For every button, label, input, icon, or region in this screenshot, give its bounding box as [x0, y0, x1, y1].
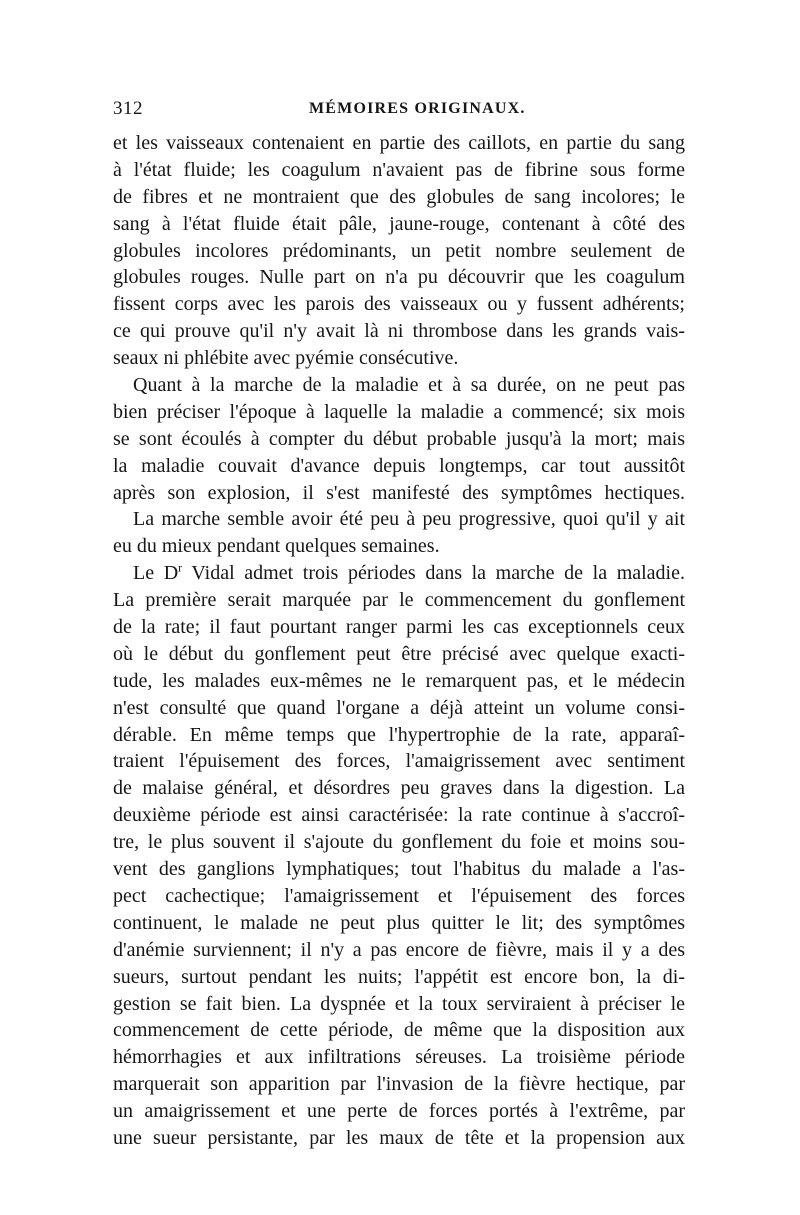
text-line: commencement de cette période, de même que la disposition aux: [113, 1019, 685, 1042]
text-line: la maladie couvait d'avance depuis longtemps, car tout aussitôt: [113, 454, 685, 477]
text-line: sang à l'état fluide était pâle, jaune-rouge, contenant à côté des: [113, 212, 685, 235]
text-segment: Vidal admet trois périodes dans la marche de la maladie.: [182, 562, 685, 585]
text-line: Quant à la marche de la maladie et à sa durée, on ne peut pas: [133, 374, 685, 397]
text-line: La marche semble avoir été peu à peu progressive, quoi qu'il y ait: [133, 508, 685, 531]
text-line: continuent, le malade ne peut plus quitter le lit; des symptômes: [113, 911, 685, 934]
text-line: traient l'épuisement des forces, l'amaigrissement avec sentiment: [113, 750, 685, 773]
text-line: globules rouges. Nulle part on n'a pu découvrir que les coagulum: [113, 266, 685, 289]
text-line: gestion se fait bien. La dyspnée et la toux serviraient à préciser le: [113, 992, 685, 1015]
text-line: un amaigrissement et une perte de forces portés à l'extrême, par: [113, 1100, 685, 1123]
page-number: 312: [113, 98, 143, 119]
text-line: de malaise général, et désordres peu graves dans la digestion. La: [113, 777, 685, 800]
text-line: [113, 560, 685, 587]
text-line: où le début du gonflement peut être précisé avec quelque exacti-: [113, 642, 685, 665]
text-line: tude, les malades eux-mêmes ne le remarquent pas, et le médecin: [113, 669, 685, 692]
text-line: dérable. En même temps que l'hypertrophie de la rate, apparaî-: [113, 723, 685, 746]
text-line: globules incolores prédominants, un petit nombre seulement de: [113, 239, 685, 262]
text-line: se sont écoulés à compter du début probable jusqu'à la mort; mais: [113, 427, 685, 450]
text-line: deuxième période est ainsi caractérisée: la rate continue à s'accroî-: [113, 804, 685, 827]
text-line: seaux ni phlébite avec pyémie consécutive.: [113, 347, 459, 370]
running-title: MÉMOIRES ORIGINAUX.: [309, 100, 526, 117]
text-line: et les vaisseaux contenaient en partie des caillots, en partie du sang: [113, 132, 685, 154]
text-line: hémorrhagies et aux infiltrations séreuses. La troisième période: [113, 1046, 685, 1069]
text-line: La première serait marquée par le commencement du gonflement: [113, 589, 685, 612]
text-line: tre, le plus souvent il s'ajoute du gonflement du foie et moins sou-: [113, 831, 685, 854]
text-line: fissent corps avec les parois des vaisseaux ou y fussent adhérents;: [113, 293, 685, 316]
text-line: une sueur persistante, par les maux de tête et la propension aux: [113, 1126, 685, 1149]
text-line: de fibres et ne montraient que des globules de sang incolores; le: [113, 185, 685, 208]
text-line: eu du mieux pendant quelques semaines.: [113, 535, 440, 558]
text-line: ce qui prouve qu'il n'y avait là ni thrombose dans les grands vais-: [113, 320, 685, 343]
text-line: n'est consulté que quand l'organe a déjà atteint un volume consi-: [113, 696, 685, 719]
text-line: d'anémie surviennent; il n'y a pas encore de fièvre, mais il y a des: [113, 938, 685, 961]
text-line: vent des ganglions lymphatiques; tout l'habitus du malade a l'as-: [113, 858, 685, 881]
text-line: bien préciser l'époque à laquelle la maladie a commencé; six mois: [113, 400, 685, 423]
text-line: marquerait son apparition par l'invasion de la fièvre hectique, par: [113, 1073, 685, 1096]
text-line: pect cachectique; l'amaigrissement et l'épuisement des forces: [113, 884, 685, 907]
text-line: sueurs, surtout pendant les nuits; l'appétit est encore bon, la di-: [113, 965, 685, 988]
superscript: r: [178, 560, 183, 575]
text-line: à l'état fluide; les coagulum n'avaient pas de fibrine sous forme: [113, 158, 685, 181]
page-header: [113, 98, 685, 126]
text-segment: Le D: [133, 562, 179, 585]
body-text: [113, 130, 685, 1152]
text-line: après son explosion, il s'est manifesté des symptômes hectiques.: [113, 481, 685, 504]
text-line: de la rate; il faut pourtant ranger parmi les cas exceptionnels ceux: [113, 616, 685, 639]
